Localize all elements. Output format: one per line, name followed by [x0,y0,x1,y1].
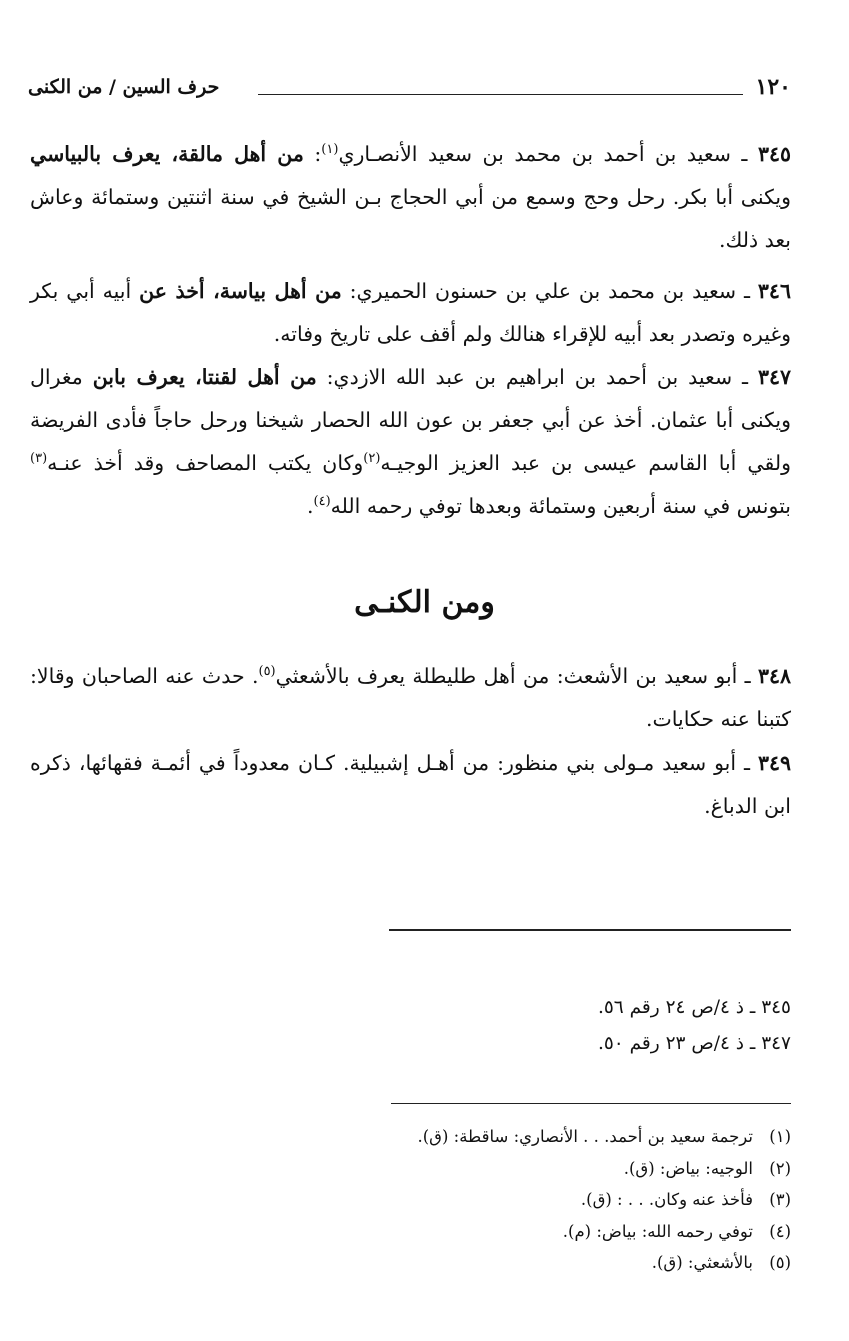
footnote-ref: (٥) [258,664,276,680]
footnote-ref: (٣) [30,451,48,467]
footnote [417,1184,791,1216]
footnote-text: ترجمة سعيد بن أحمد. . . الأنصاري: ساقطة: (ق). [417,1127,753,1146]
footnote-text: توفي رحمه الله: بياض: (م). [562,1221,753,1241]
footnote-number: (٥) [769,1253,791,1272]
entry-text: كـان معدوداً في أئمـة فقهائها، ذكره ابن الدباغ. [30,751,791,818]
entry-number: ٣٤٩ [757,751,791,775]
entry-347: ٣٤٧ ـ سعيد بن أحمد بن ابراهيم بن عبد الله الازدي: من أهل لقنتا، يعرف بابن مغرال ويكنى أبا عثمان. أخذ عن أبي جعفر بن عون الله الحصار شيخنا ورحل حاجاً فأدى الفريضة ولقي أبا القاسم عيسى بن عبد العزيز الوجيـه$^{(٢)}$وكان يكتب المصاحف وقد أخذ عنـه$^{(٣)}$ بتونس في سنة أربعين وستمائة وبعدها توفي رحمه الله$^{(٤)}$. [30,365,791,518]
page-header [28,74,791,108]
footnote [417,1247,791,1279]
footnote-text: الوجيه: بياض: (ق). [623,1158,753,1178]
entry-349: ٣٤٩ ـ أبو سعيد مـولى بني منظور: من أهـل إشبيلية. كـان معدوداً في أئمـة فقهائها، ذكره ابن الدباغ. [30,751,791,818]
entry-text: مغرال ويكنى أبا عثمان. أخذ عن أبي جعفر بن عون الله الحصار شيخنا ورحل حاجاً فأدى الفريضة ولقي أبا القاسم عيسى بن عبد العزيز الوجيـه [30,365,791,475]
footnote-number: (٤) [769,1221,791,1241]
entry-number: ٣٤٦ [757,279,791,303]
footnote-number: (٣) [769,1190,791,1209]
footnote-ref: (٤) [313,494,331,510]
running-head: حرف السين / من الكنى [28,76,220,98]
footnotes-list [417,1121,791,1279]
sources-list [598,990,791,1062]
entry-text: أبيه أبي بكر وغيره وتصدر بعد أبيه للإقراء هنالك ولم أقف على تاريخ وفاته. [30,279,791,346]
entry-number: ٣٤٨ [757,664,791,688]
footnotes-separator [391,1103,791,1104]
entry-text: بتونس في سنة أربعين وستمائة وبعدها توفي رحمه الله [330,494,791,518]
entry-number: ٣٤٥ [757,142,791,166]
footnote-number: (١) [769,1127,791,1146]
header-rule [258,94,743,95]
source-line: ٣٤٥ ـ ذ ٤/ص ٢٤ رقم ٥٦. [597,997,791,1018]
footnote [417,1216,791,1248]
footnote [417,1153,791,1185]
entry-name: سعيد بن أحمد بن ابراهيم بن عبد الله الازدي [333,365,733,389]
entry-origin: من أهل لقنتا، يعرف بابن [92,365,317,389]
footnote-ref: (٢) [363,451,381,467]
entry-346: ٣٤٦ ـ سعيد بن محمد بن علي بن حسنون الحميري: من أهل بياسة، أخذ عن أبيه أبي بكر وغيره وتصدر بعد أبيه للإقراء هنالك ولم أقف على تاريخ وفاته. [30,279,791,346]
entry-name: سعيد بن أحمد بن محمد بن سعيد الأنصـاري [338,142,731,166]
entry-origin: من أهـل إشبيلية. [342,751,490,775]
entry-345: ٣٤٥ ـ سعيد بن أحمد بن محمد بن سعيد الأنصـاري$^{(١)}$: من أهل مالقة، يعرف بالبياسي ويكنى أبا بكر. رحل وحج وسمع من أبي الحجاج بـن الشيخ في سنة اثنتين وستمائة وعاش بعد ذلك. [30,142,791,252]
footnote [417,1121,791,1153]
entry-origin: من أهل مالقة، يعرف بالبياسي [30,142,304,166]
page-number: ١٢٠ [755,74,791,100]
entry-origin: من أهل طليطلة يعرف بالأشعثي [275,664,550,688]
footnote-text: بالأشعثي: (ق). [651,1253,753,1272]
entry-text: حدث عنه الصاحبان وقالا: كتبنا عنه حكايات. [30,664,791,731]
entry-origin: من أهل بياسة، أخذ عن [139,279,342,303]
footnote-ref: (١) [321,142,339,158]
source-line: ٣٤٧ ـ ذ ٤/ص ٢٣ رقم ٥٠. [597,1033,791,1054]
entry-text: ويكنى أبا بكر. رحل وحج وسمع من أبي الحجاج بـن الشيخ في سنة اثنتين وستمائة وعاش بعد ذلك. [30,185,791,252]
entry-name: أبو سعيد مـولى بني منظور [504,751,737,775]
sources-separator [389,929,791,931]
entry-name: سعيد بن محمد بن علي بن حسنون الحميري [356,279,737,303]
footnote-number: (٢) [769,1158,791,1178]
entry-number: ٣٤٧ [757,365,791,389]
entry-text: وكان يكتب المصاحف وقد أخذ عنـه [47,451,364,475]
section-title: ومن الكنـى [354,585,495,620]
entry-name: أبو سعيد بن الأشعث [563,664,738,688]
footnote-text: فأخذ عنه وكان. . . : (ق). [580,1190,753,1209]
entry-348: ٣٤٨ ـ أبو سعيد بن الأشعث: من أهل طليطلة يعرف بالأشعثي$^{(٥)}$. حدث عنه الصاحبان وقالا: كتبنا عنه حكايات. [30,664,791,731]
